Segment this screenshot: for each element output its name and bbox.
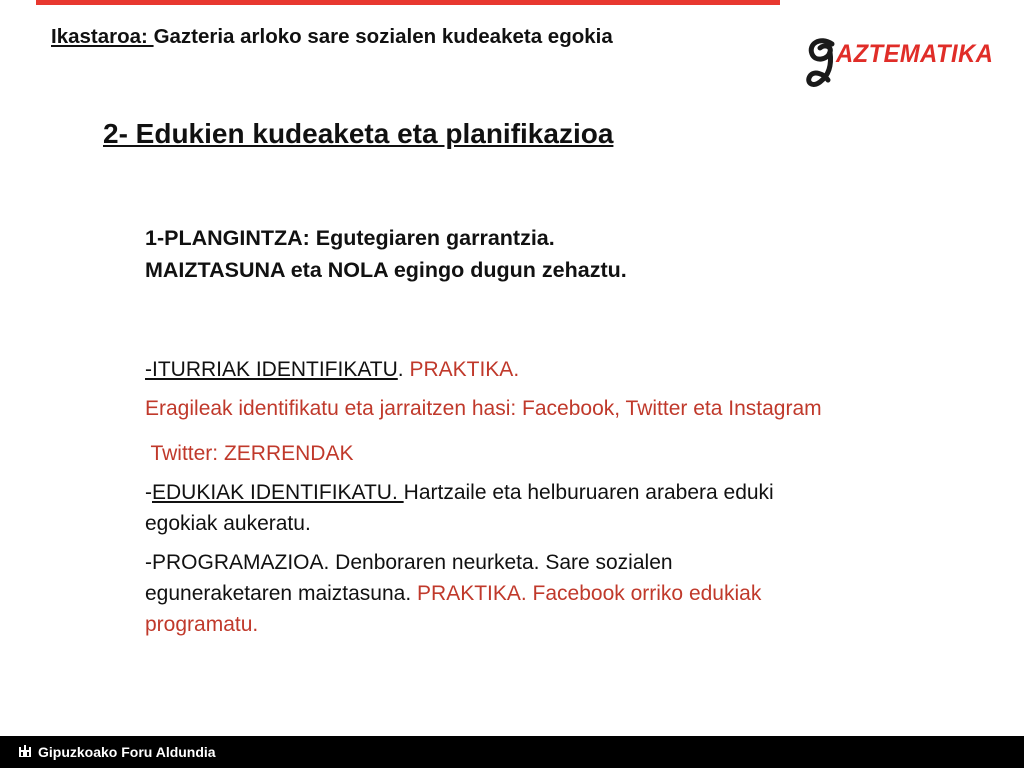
plan-line-2: MAIZTASUNA eta NOLA egingo dugun zehaztu. (145, 258, 627, 282)
item-programazioa (145, 547, 825, 640)
top-accent-bar (36, 0, 780, 5)
iturriak-dot: . (397, 358, 410, 381)
edukiak-label: EDUKIAK IDENTIFIKATU. (152, 481, 404, 504)
footer-bar (0, 736, 1024, 768)
iturriak-praktika: PRAKTIKA. (409, 358, 520, 381)
crest-icon (18, 744, 32, 758)
edukiak-text: Hartzaile eta helburuaren arabera eduki egokiak aukeratu. (145, 481, 774, 535)
item-twitter: Twitter: ZERRENDAK (145, 442, 354, 465)
course-title: Gazteria arloko sare sozialen kudeaketa egokia (153, 25, 613, 48)
programazioa-text: -PROGRAMAZIOA. Denboraren neurketa. Sare sozialen eguneraketaren maiztasuna. (145, 551, 673, 605)
iturriak-label: -ITURRIAK IDENTIFIKATU (145, 358, 398, 381)
edukiak-dash: - (145, 481, 152, 504)
course-label: Ikastaroa: (51, 25, 154, 48)
item-edukiak (145, 477, 825, 539)
gaztematika-logo (802, 32, 994, 94)
content-list (145, 354, 825, 640)
logo-text: AZTEMATIKA (836, 40, 994, 68)
course-line (51, 25, 613, 49)
programazioa-praktika: PRAKTIKA. Facebook orriko edukiak programatu. (145, 582, 762, 636)
plan-line-1: 1-PLANGINTZA: Egutegiaren garrantzia. (145, 226, 555, 250)
item-eragileak: Eragileak identifikatu eta jarraitzen hasi: Facebook, Twitter eta Instagram (145, 397, 822, 420)
planning-block (145, 222, 627, 286)
item-iturriak (145, 354, 825, 385)
footer-text: Gipuzkoako Foru Aldundia (38, 744, 216, 760)
section-title: 2- Edukien kudeaketa eta planifikazioa (103, 118, 614, 149)
